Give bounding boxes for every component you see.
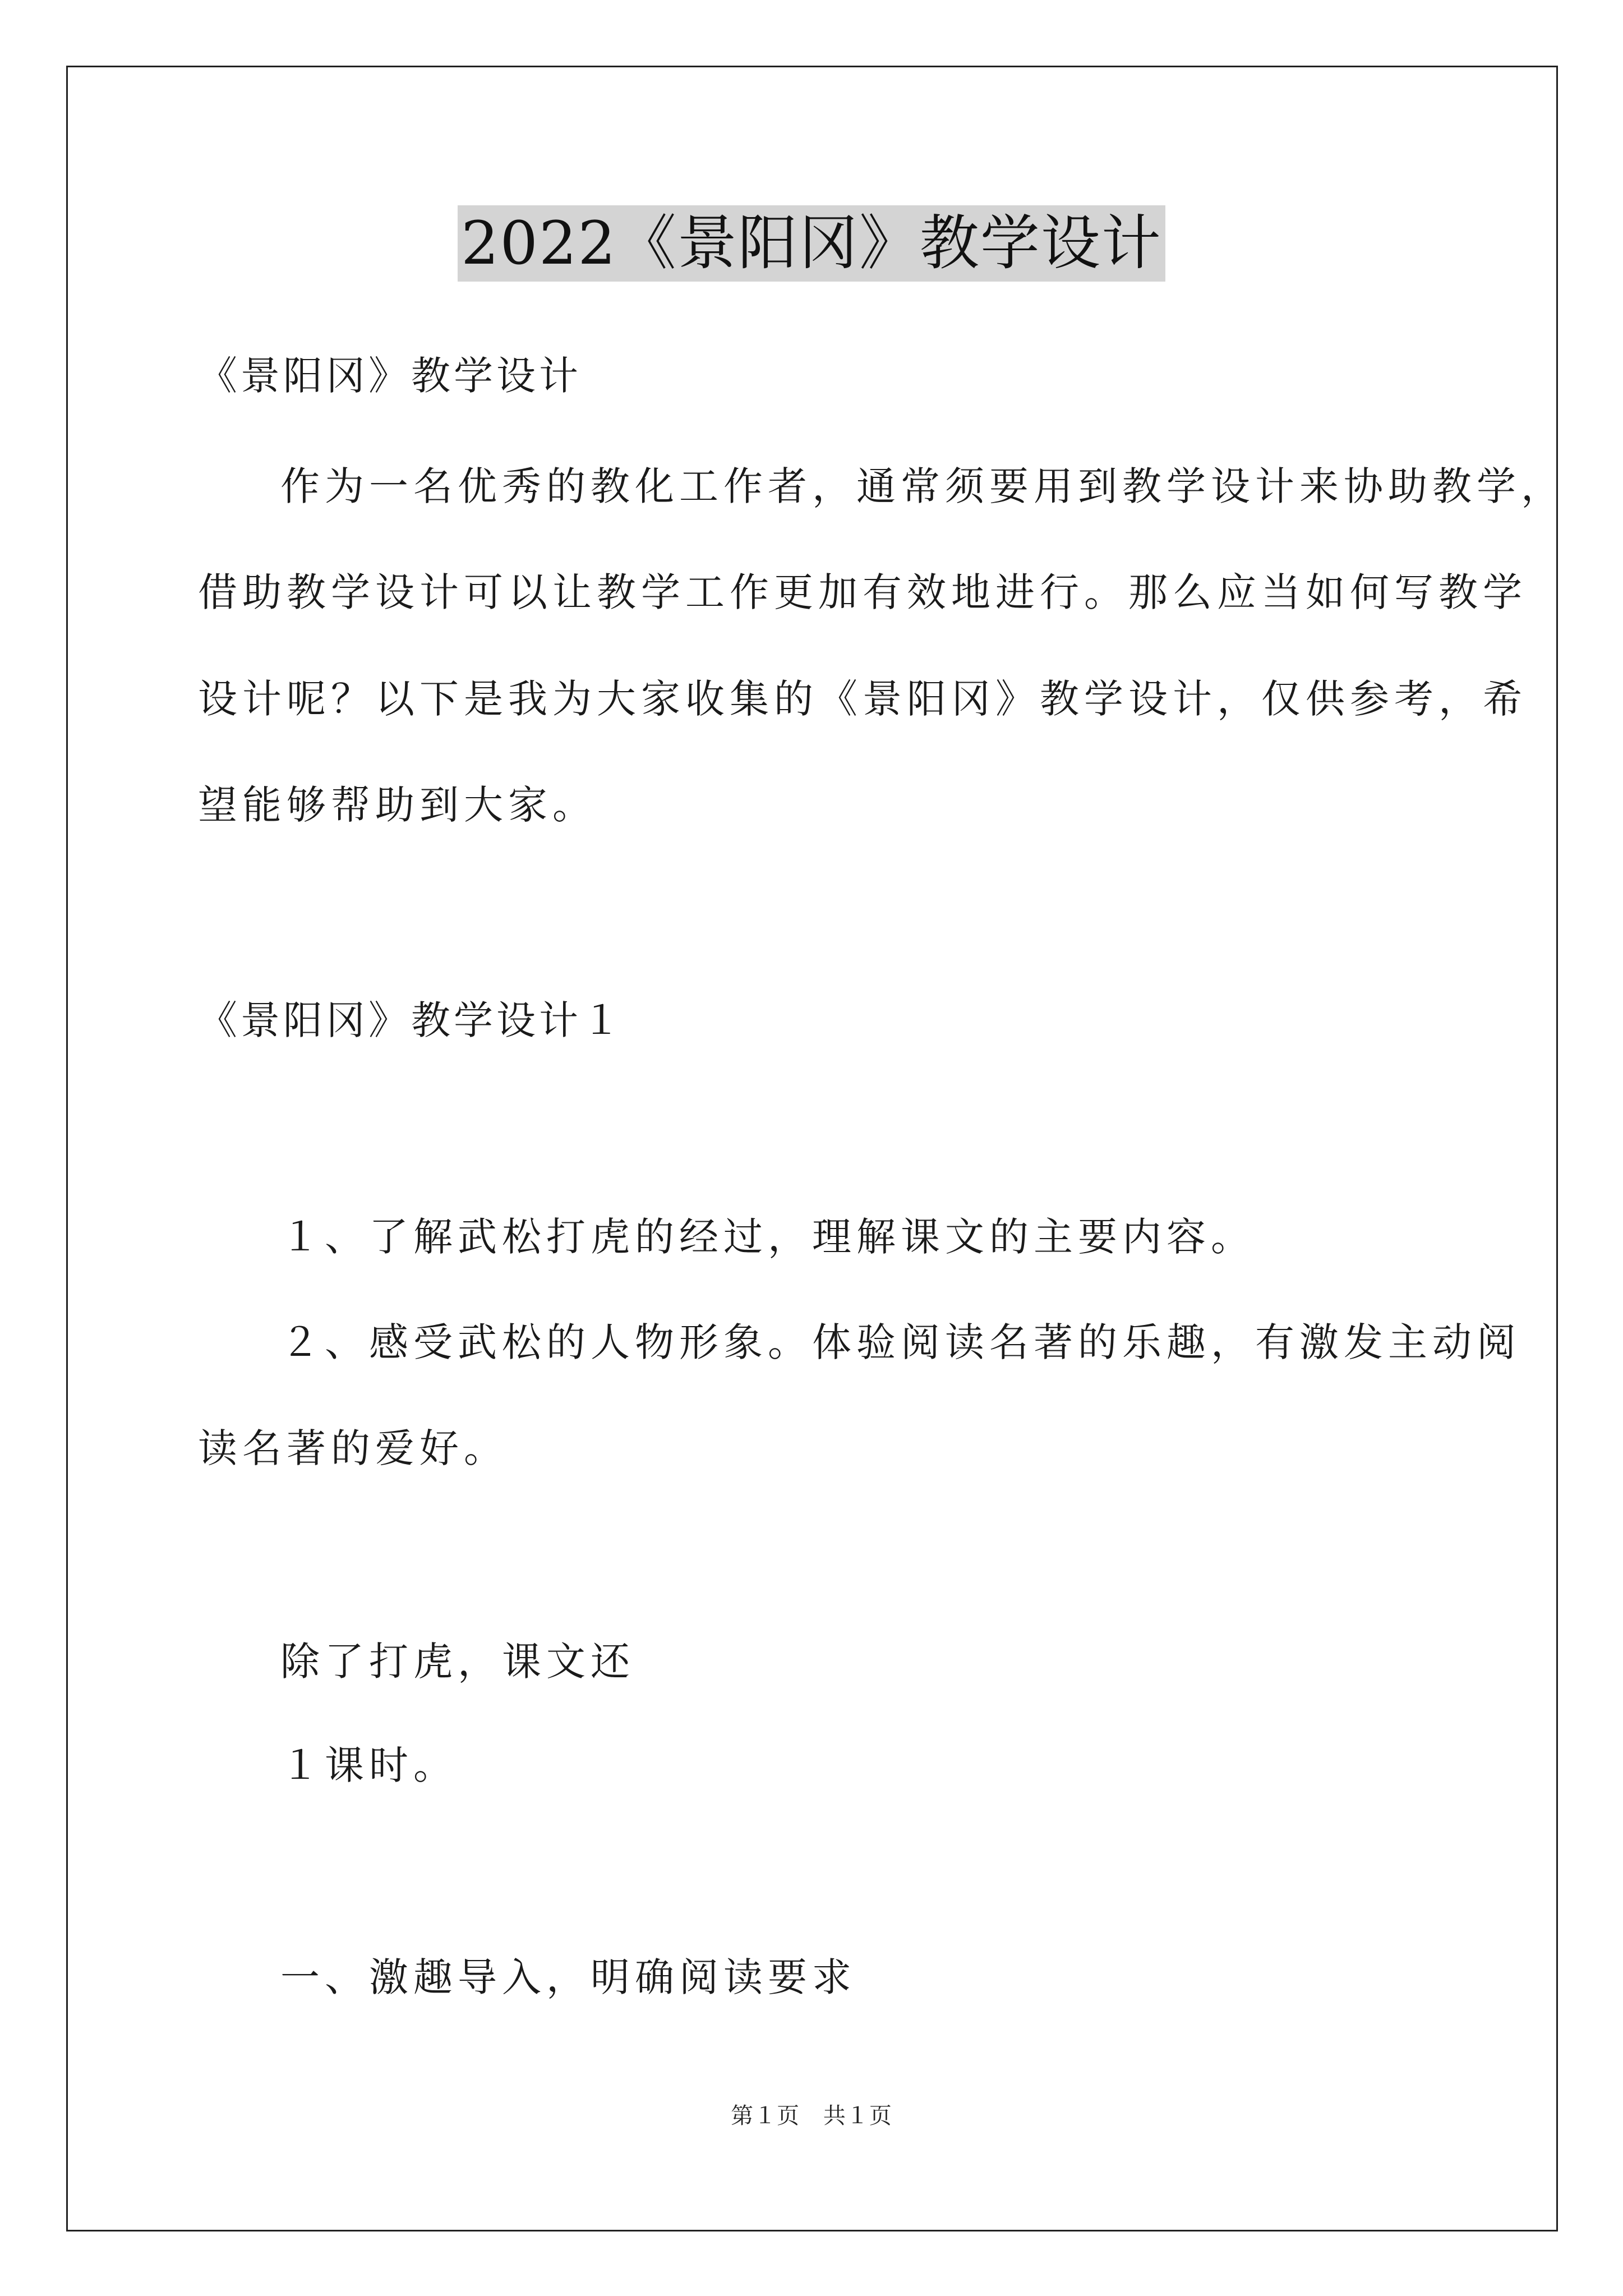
intro-line-1: 作为一名优秀的教化工作者，通常须要用到教学设计来协助教学， bbox=[280, 463, 1565, 509]
intro-line-3: 设计呢？以下是我为大家收集的《景阳冈》教学设计，仅供参考，希 bbox=[198, 676, 1527, 722]
period-line: １课时。 bbox=[280, 1742, 458, 1788]
section-heading: 《景阳冈》教学设计１ bbox=[198, 997, 624, 1043]
page-title: 2022《景阳冈》教学设计 bbox=[458, 205, 1165, 282]
note-line: 除了打虎，课文还 bbox=[280, 1639, 635, 1685]
goal-line-2: ２、感受武松的人物形象。体验阅读名著的乐趣，有激发主动阅 bbox=[280, 1319, 1521, 1365]
intro-line-4: 望能够帮助到大家。 bbox=[198, 782, 597, 828]
goal-line-3: 读名著的爱好。 bbox=[198, 1425, 508, 1471]
goal-line-1: １、了解武松打虎的经过，理解课文的主要内容。 bbox=[280, 1214, 1255, 1260]
page-current: 第１页 bbox=[731, 2103, 800, 2129]
page-footer bbox=[0, 2098, 1623, 2130]
step-heading: 一、激趣导入，明确阅读要求 bbox=[280, 1954, 856, 2000]
title-wrap bbox=[0, 205, 1623, 282]
doc-subtitle: 《景阳冈》教学设计 bbox=[198, 353, 582, 399]
page-total: 共１页 bbox=[823, 2103, 892, 2129]
intro-line-2: 借助教学设计可以让教学工作更加有效地进行。那么应当如何写教学 bbox=[198, 569, 1527, 615]
